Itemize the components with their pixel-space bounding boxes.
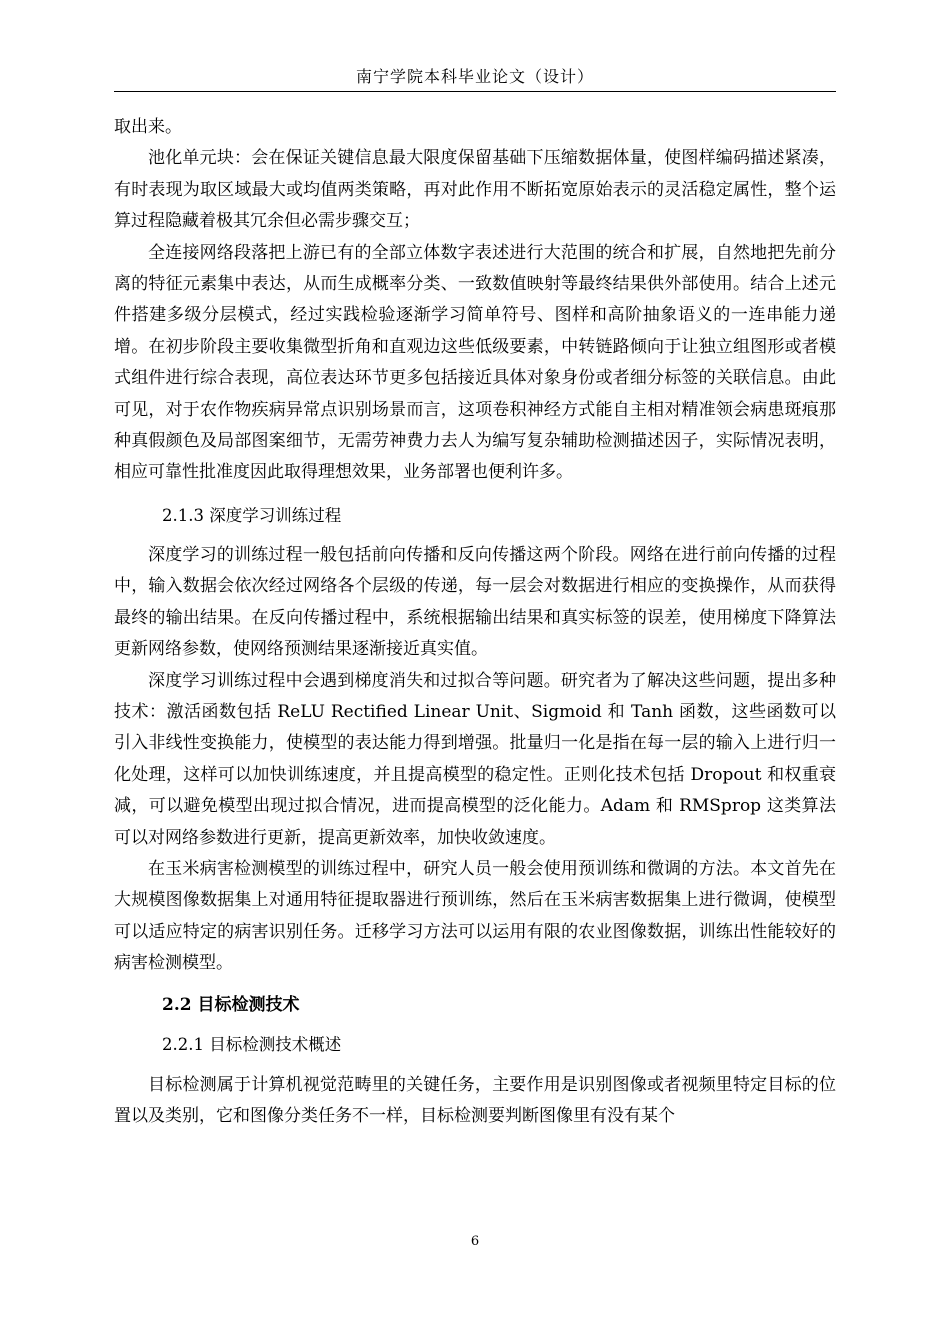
paragraph-continuation: 取出来。: [114, 117, 182, 137]
page-number: 6: [470, 1234, 480, 1249]
paragraph-object-detection-overview: 目标检测属于计算机视觉范畴里的关键任务，主要作用是识别图像或者视频里特定目标的位置以及类别，它和图像分类任务不一样，目标检测要判断图像里有没有某个: [114, 1074, 836, 1126]
paragraph-fully-connected: 全连接网络段落把上游已有的全部立体数字表述进行大范围的统合和扩展，自然地把先前分离的特征元素集中表达，从而生成概率分类、一致数值映射等最终结果供外部使用。结合上述元件搭建多级分层模式，经过实践检验逐渐学习简单符号、图样和高阶抽象语义的一连串能力递增。在初步阶段主要收集微型折角和直观边这些低级要素，中转链路倾向于让独立组图形或者模式组件进行综合表现，高位表达环节更多包括接近具体对象身份或者细分标签的关联信息。由此可见，对于农作物疾病异常点识别场景而言，这项卷积神经方式能自主相对精准领会病患斑痕那种真假颜色及局部图案细节，无需劳神费力去人为编写复杂辅助检测描述因子，实际情况表明，相应可靠性批准度因此取得理想效果，业务部署也便利许多。: [114, 242, 836, 483]
section-heading-2-2: 2.2 目标检测技术: [162, 994, 300, 1015]
document-body: [114, 112, 836, 1132]
header-rule: [114, 91, 836, 92]
section-heading-2-1-3: 2.1.3 深度学习训练过程: [162, 505, 342, 525]
paragraph-training-process: 深度学习的训练过程一般包括前向传播和反向传播这两个阶段。网络在进行前向传播的过程中，输入数据会依次经过网络各个层级的传递，每一层会对数据进行相应的变换操作，从而获得最终的输出结果。在反向传播过程中，系统根据输出结果和真实标签的误差，使用梯度下降算法更新网络参数，使网络预测结果逐渐接近真实值。: [114, 544, 836, 660]
page-header-title: 南宁学院本科毕业论文（设计）: [355, 67, 594, 86]
paragraph-pooling-unit: 池化单元块：会在保证关键信息最大限度保留基础下压缩数据体量，使图样编码描述紧凑，有时表现为取区域最大或均值两类策略，再对此作用不断拓宽原始表示的灵活稳定属性，整个运算过程隐藏着极其冗余但必需步骤交互；: [114, 148, 836, 232]
paragraph-training-problems: 深度学习训练过程中会遇到梯度消失和过拟合等问题。研究者为了解决这些问题，提出多种技术：激活函数包括 ReLU Rectified Linear Unit、Sigmoid 和 Tanh 函数，这些函数可以引入非线性变换能力，使模型的表达能力得到增强。批量归一化是指在每一层的输入上进行归一化处理，这样可以加快训练速度，并且提高模型的稳定性。正则化技术包括 Dropout 和权重衰减，可以避免模型出现过拟合情况，进而提高模型的泛化能力。Adam 和 RMSprop 这类算法可以对网络参数进行更新，提高更新效率，加快收敛速度。: [114, 670, 836, 848]
paragraph-pretraining-finetuning: 在玉米病害检测模型的训练过程中，研究人员一般会使用预训练和微调的方法。本文首先在大规模图像数据集上对通用特征提取器进行预训练，然后在玉米病害数据集上进行微调，使模型可以适应特定的病害识别任务。迁移学习方法可以运用有限的农业图像数据，训练出性能较好的病害检测模型。: [114, 858, 836, 974]
section-heading-2-2-1: 2.2.1 目标检测技术概述: [162, 1034, 342, 1054]
